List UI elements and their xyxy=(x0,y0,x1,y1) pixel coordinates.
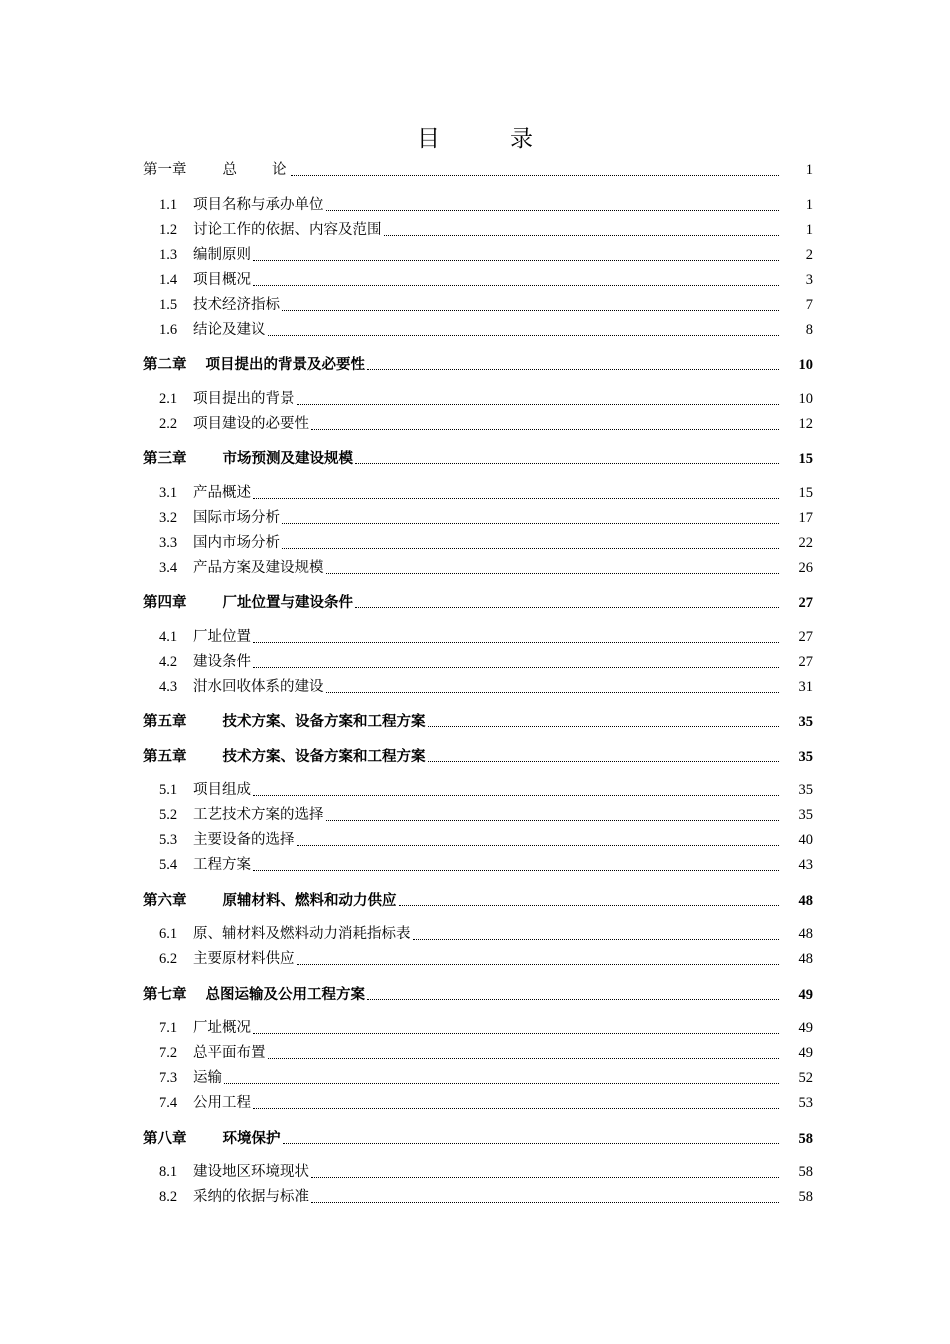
chapter-number: 第八章 xyxy=(143,1129,187,1147)
section-title: 项目提出的背景 xyxy=(193,390,295,407)
dot-leader xyxy=(413,938,780,940)
section-title: 结论及建议 xyxy=(193,321,266,338)
page-number: 27 xyxy=(798,595,813,611)
toc-section-entry[interactable] xyxy=(143,1041,813,1066)
section-title: 产品方案及建设规模 xyxy=(193,559,324,576)
page-number: 48 xyxy=(798,892,813,909)
toc-section-entry[interactable] xyxy=(143,293,813,318)
toc-section-entry[interactable] xyxy=(143,387,813,412)
section-title: 国内市场分析 xyxy=(193,534,280,551)
section-number: 2.2 xyxy=(159,415,178,432)
section-title: 项目组成 xyxy=(193,782,251,798)
dot-leader xyxy=(367,368,779,370)
page-number: 3 xyxy=(805,271,813,288)
toc-section-entry[interactable] xyxy=(143,650,813,675)
chapter-title: 总 论 xyxy=(222,162,289,178)
toc-chapter-entry[interactable] xyxy=(143,352,813,377)
page-number: 2 xyxy=(805,246,813,263)
chapter-number: 第六章 xyxy=(143,891,187,909)
page-number: 31 xyxy=(798,678,813,695)
toc-section-entry[interactable] xyxy=(143,243,813,268)
toc-section-entry[interactable] xyxy=(143,828,813,853)
dot-leader xyxy=(326,819,780,821)
page-number: 35 xyxy=(798,748,813,765)
section-title: 厂址位置 xyxy=(193,628,251,645)
chapter-number: 第五章 xyxy=(143,713,187,730)
toc-title-char-2: 录 xyxy=(510,126,533,152)
toc-section-entry[interactable] xyxy=(143,268,813,293)
section-number: 7.2 xyxy=(159,1045,178,1061)
chapter-title: 原辅材料、燃料和动力供应 xyxy=(222,891,397,909)
page-number: 27 xyxy=(798,628,813,645)
section-title: 原、辅材料及燃料动力消耗指标表 xyxy=(193,926,411,942)
toc-chapter-entry[interactable] xyxy=(143,158,813,183)
chapter-title: 项目提出的背景及必要性 xyxy=(205,356,365,373)
table-of-contents xyxy=(143,158,813,1210)
chapter-number: 第七章 xyxy=(143,985,187,1003)
toc-section-entry[interactable] xyxy=(143,778,813,803)
toc-chapter-entry[interactable] xyxy=(143,888,813,913)
dot-leader xyxy=(428,725,780,727)
page-number: 48 xyxy=(798,926,813,942)
dot-leader xyxy=(282,522,779,524)
chapter-title: 环境保护 xyxy=(222,1129,281,1147)
section-number: 1.5 xyxy=(159,296,178,313)
dot-leader xyxy=(253,284,779,286)
chapter-number: 第五章 xyxy=(143,747,187,765)
section-title: 公用工程 xyxy=(193,1095,251,1111)
section-title: 编制原则 xyxy=(193,246,251,263)
section-title: 产品概述 xyxy=(193,484,251,501)
section-title: 采纳的依据与标准 xyxy=(193,1189,309,1205)
section-number: 3.2 xyxy=(159,509,178,526)
page-number: 49 xyxy=(798,986,813,1003)
section-number: 5.1 xyxy=(159,782,178,798)
section-title: 项目建设的必要性 xyxy=(193,415,309,432)
toc-section-entry[interactable] xyxy=(143,481,813,506)
page-number: 1 xyxy=(805,162,813,178)
page-number: 17 xyxy=(798,509,813,526)
section-number: 3.4 xyxy=(159,559,178,576)
section-number: 4.2 xyxy=(159,653,178,670)
dot-leader xyxy=(355,462,779,464)
toc-section-entry[interactable] xyxy=(143,556,813,581)
dot-leader xyxy=(311,1201,779,1203)
chapter-title: 总图运输及公用工程方案 xyxy=(205,985,365,1003)
dot-leader xyxy=(253,794,779,796)
page-number: 58 xyxy=(798,1130,813,1147)
section-title: 项目名称与承办单位 xyxy=(193,196,324,213)
dot-leader xyxy=(224,1082,779,1084)
chapter-title: 厂址位置与建设条件 xyxy=(222,594,353,611)
section-number: 1.4 xyxy=(159,271,178,288)
section-title: 工艺技术方案的选择 xyxy=(193,807,324,823)
dot-leader xyxy=(428,760,780,762)
dot-leader xyxy=(311,428,779,430)
chapter-number: 第四章 xyxy=(143,594,187,611)
page-number: 26 xyxy=(798,559,813,576)
dot-leader xyxy=(297,963,780,965)
dot-leader xyxy=(326,209,780,211)
toc-section-entry[interactable] xyxy=(143,853,813,878)
page-number: 12 xyxy=(798,415,813,432)
dot-leader xyxy=(384,234,780,236)
toc-title xyxy=(0,120,950,153)
section-title: 讨论工作的依据、内容及范围 xyxy=(193,221,382,238)
section-number: 4.3 xyxy=(159,678,178,695)
toc-title-char-1: 目 xyxy=(417,126,440,152)
section-number: 3.1 xyxy=(159,484,178,501)
section-number: 7.1 xyxy=(159,1020,178,1036)
dot-leader xyxy=(268,334,780,336)
toc-section-entry[interactable] xyxy=(143,218,813,243)
page-number: 58 xyxy=(798,1189,813,1205)
section-title: 总平面布置 xyxy=(193,1045,266,1061)
page-number: 35 xyxy=(798,714,813,730)
section-number: 6.1 xyxy=(159,926,178,942)
page-number: 58 xyxy=(798,1164,813,1180)
page-number: 48 xyxy=(798,951,813,967)
toc-section-entry[interactable] xyxy=(143,1160,813,1185)
dot-leader xyxy=(367,998,779,1000)
toc-section-entry[interactable] xyxy=(143,1185,813,1210)
section-title: 泔水回收体系的建设 xyxy=(193,678,324,695)
section-number: 5.4 xyxy=(159,857,178,873)
page-number: 8 xyxy=(805,321,813,338)
dot-leader xyxy=(297,844,780,846)
dot-leader xyxy=(253,1107,779,1109)
section-title: 国际市场分析 xyxy=(193,509,280,526)
section-title: 建设地区环境现状 xyxy=(193,1164,309,1180)
section-title: 主要原材料供应 xyxy=(193,951,295,967)
toc-section-entry[interactable] xyxy=(143,625,813,650)
dot-leader xyxy=(253,1032,779,1034)
toc-section-entry[interactable] xyxy=(143,922,813,947)
section-title: 建设条件 xyxy=(193,653,251,670)
toc-chapter-entry[interactable] xyxy=(143,1126,813,1151)
page-number: 1 xyxy=(805,221,813,238)
toc-section-entry[interactable] xyxy=(143,675,813,700)
page-number: 1 xyxy=(805,196,813,213)
page-number: 43 xyxy=(798,857,813,873)
toc-section-entry[interactable] xyxy=(143,803,813,828)
section-number: 1.2 xyxy=(159,221,178,238)
section-number: 3.3 xyxy=(159,534,178,551)
toc-section-entry[interactable] xyxy=(143,1016,813,1041)
section-number: 2.1 xyxy=(159,390,178,407)
dot-leader xyxy=(253,497,779,499)
section-title: 厂址概况 xyxy=(193,1020,251,1036)
page-number: 10 xyxy=(798,390,813,407)
page-number: 10 xyxy=(798,357,813,373)
section-title: 工程方案 xyxy=(193,857,251,873)
dot-leader xyxy=(253,259,779,261)
dot-leader xyxy=(326,691,780,693)
toc-chapter-entry[interactable] xyxy=(143,982,813,1007)
section-number: 8.2 xyxy=(159,1189,178,1205)
section-number: 1.6 xyxy=(159,321,178,338)
page-number: 15 xyxy=(798,451,813,467)
section-title: 运输 xyxy=(193,1070,222,1086)
toc-chapter-entry[interactable] xyxy=(143,446,813,471)
dot-leader xyxy=(326,572,780,574)
page-number: 40 xyxy=(798,832,813,848)
page-number: 49 xyxy=(798,1020,813,1036)
section-number: 7.3 xyxy=(159,1070,178,1086)
section-title: 主要设备的选择 xyxy=(193,832,295,848)
dot-leader xyxy=(253,666,779,668)
page-number: 53 xyxy=(798,1095,813,1111)
toc-section-entry[interactable] xyxy=(143,193,813,218)
toc-section-entry[interactable] xyxy=(143,1091,813,1116)
toc-section-entry[interactable] xyxy=(143,318,813,343)
section-title: 技术经济指标 xyxy=(193,296,280,313)
chapter-title: 技术方案、设备方案和工程方案 xyxy=(222,747,426,765)
section-number: 1.3 xyxy=(159,246,178,263)
dot-leader xyxy=(268,1057,780,1059)
section-number: 5.3 xyxy=(159,832,178,848)
section-number: 8.1 xyxy=(159,1164,178,1180)
section-number: 5.2 xyxy=(159,807,178,823)
dot-leader xyxy=(355,606,779,608)
dot-leader xyxy=(399,904,780,906)
section-number: 7.4 xyxy=(159,1095,178,1111)
chapter-number: 第一章 xyxy=(143,162,187,178)
page-number: 35 xyxy=(798,807,813,823)
page-number: 49 xyxy=(798,1045,813,1061)
dot-leader xyxy=(311,1176,779,1178)
page-number: 15 xyxy=(798,484,813,501)
toc-section-entry[interactable] xyxy=(143,506,813,531)
dot-leader xyxy=(253,869,779,871)
dot-leader xyxy=(291,174,780,176)
chapter-title: 技术方案、设备方案和工程方案 xyxy=(222,713,426,730)
dot-leader xyxy=(282,309,779,311)
page-number: 7 xyxy=(805,296,813,313)
toc-section-entry[interactable] xyxy=(143,947,813,972)
section-title: 项目概况 xyxy=(193,271,251,288)
page-number: 35 xyxy=(798,782,813,798)
page-number: 22 xyxy=(798,534,813,551)
toc-section-entry[interactable] xyxy=(143,531,813,556)
section-number: 4.1 xyxy=(159,628,178,645)
toc-section-entry[interactable] xyxy=(143,1066,813,1091)
dot-leader xyxy=(297,403,780,405)
dot-leader xyxy=(253,641,779,643)
page-number: 27 xyxy=(798,653,813,670)
toc-section-entry[interactable] xyxy=(143,412,813,437)
toc-chapter-entry[interactable] xyxy=(143,709,813,734)
dot-leader xyxy=(282,547,779,549)
section-number: 1.1 xyxy=(159,196,178,213)
toc-chapter-entry[interactable] xyxy=(143,590,813,615)
toc-chapter-entry[interactable] xyxy=(143,744,813,769)
page-number: 52 xyxy=(798,1070,813,1086)
chapter-number: 第二章 xyxy=(143,356,187,373)
chapter-title: 市场预测及建设规模 xyxy=(222,450,353,467)
chapter-number: 第三章 xyxy=(143,450,187,467)
section-number: 6.2 xyxy=(159,951,178,967)
dot-leader xyxy=(283,1142,780,1144)
